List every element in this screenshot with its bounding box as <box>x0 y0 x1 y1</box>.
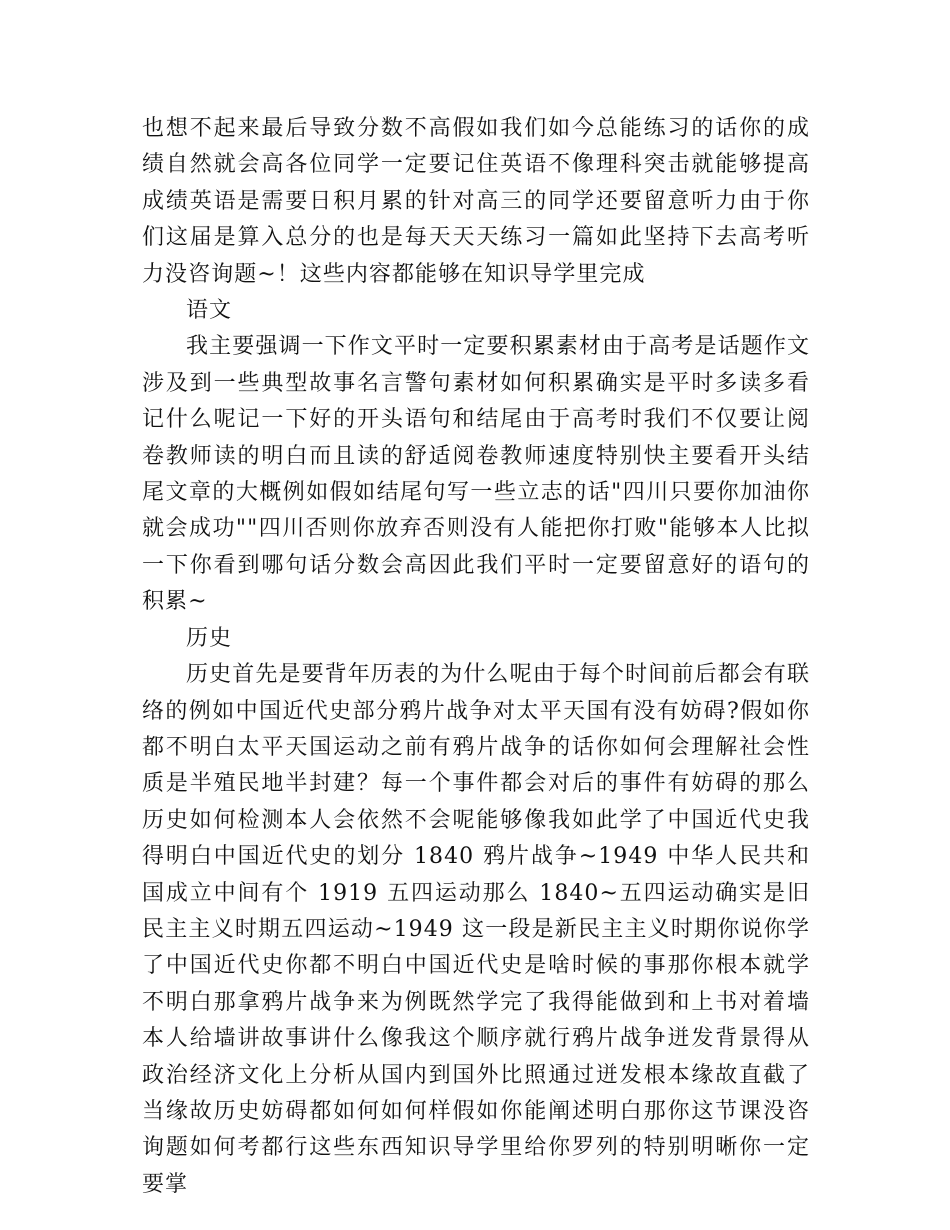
document-page <box>142 111 810 1203</box>
paragraph-history: 历史首先是要背年历表的为什么呢由于每个时间前后都会有联络的例如中国近代史部分鸦片战争对太平天国有没有妨碍?假如你都不明白太平天国运动之前有鸦片战争的话你如何会理解社会性质是半殖民地半封建？每一个事件都会对后的事件有妨碍的那么历史如何检测本人会依然不会呢能够像我如此学了中国近代史我得明白中国近代史的划分 1840 鸦片战争~1949 中华人民共和国成立中间有个 1919 五四运动那么 1840~五四运动确实是旧民主主义时期五四运动~1949 这一段是新民主主义时期你说你学了中国近代史你都不明白中国近代史是啥时候的事那你根本就学不明白那拿鸦片战争来为例既然学完了我得能做到和上书对着墙本人给墙讲故事讲什么像我这个顺序就行鸦片战争迸发背景得从政治经济文化上分析从国内到国外比照通过迸发根本缘故直截了当缘故历史妨碍都如何如何样假如你能阐述明白那你这节课没咨询题如何考都行这些东西知识导学里给你罗列的特别明晰你一定要掌 <box>142 662 810 1197</box>
paragraph-chinese-composition: 我主要强调一下作文平时一定要积累素材由于高考是话题作文涉及到一些典型故事名言警句素材如何积累确实是平时多读多看记什么呢记一下好的开头语句和结尾由于高考时我们不仅要让阅卷教师读的明白而且读的舒适阅卷教师速度特别快主要看开头结尾文章的大概例如假如结尾句写一些立志的话"四川只要你加油你就会成功""四川否则你放弃否则没有人能把你打败"能够本人比拟一下你看到哪句话分数会高因此我们平时一定要留意好的语句的积累~ <box>142 334 810 615</box>
section-heading-history: 历史 <box>186 625 233 651</box>
section-heading-chinese: 语文 <box>186 298 233 324</box>
paragraph-english-continued: 也想不起来最后导致分数不高假如我们如今总能练习的话你的成绩自然就会高各位同学一定要记住英语不像理科突击就能够提高成绩英语是需要日积月累的针对高三的同学还要留意听力由于你们这届是算入总分的也是每天天天练习一篇如此坚持下去高考听力没咨询题~！这些内容都能够在知识导学里完成 <box>142 116 810 287</box>
